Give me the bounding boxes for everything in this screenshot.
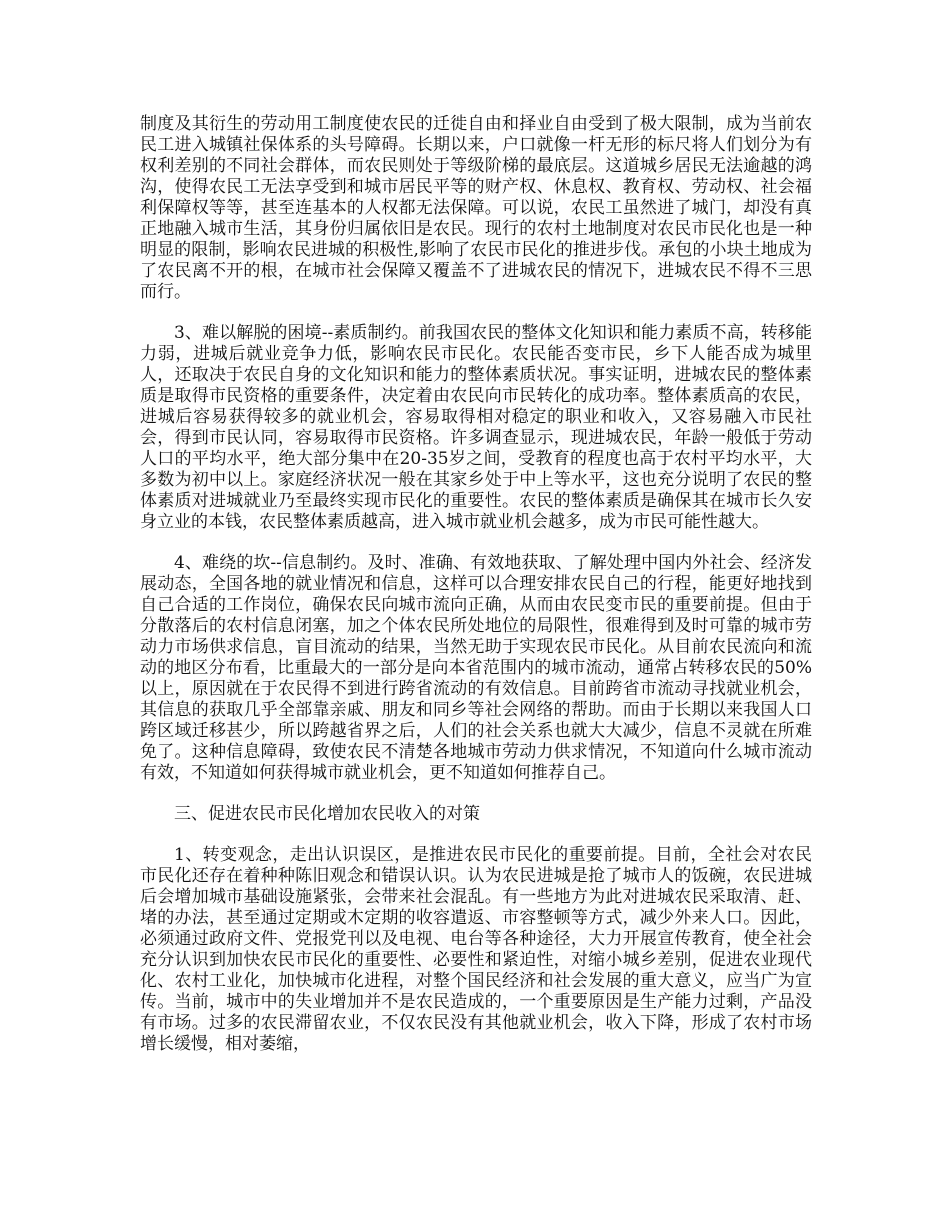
section-heading-countermeasures: 三、促进农民市民化增加农民收入的对策 — [174, 804, 480, 824]
paragraph-information-constraint: 4、难绕的坎--信息制约。及时、准确、有效地获取、了解处理中国内外社会、经济发展动态，全国各地的就业情况和信息，这样可以合理安排农民自己的行程，能更好地找到自己合适的工作岗位，确保农民向城市流向正确，从而由农民变市民的重要前提。但由于分散落后的农村信息闭塞，加之个体农民所处地位的局限性，很难得到及时可靠的城市劳动力市场供求信息，盲目流动的结果，当然无助于实现农民市民化。从目前农民流向和流动的地区分布看，比重最大的一部分是向本省范围内的城市流动，通常占转移农民的50%以上，原因就在于农民得不到进行跨省流动的有效信息。目前跨省市流动寻找就业机会，其信息的获取几乎全部靠亲戚、朋友和同乡等社会网络的帮助。而由于长期以来我国人口跨区域迁移甚少，所以跨越省界之后，人们的社会关系也就大大减少，信息不灵就在所难免了。这种信息障碍，致使农民不清楚各地城市劳动力供求情况，不知道向什么城市流动有效，不知道如何获得城市就业机会，更不知道如何推荐自己。 — [140, 553, 812, 783]
paragraph-household-registration: 制度及其衍生的劳动用工制度使农民的迁徙自由和择业自由受到了极大限制，成为当前农民工进入城镇社保体系的头号障碍。长期以来，户口就像一杆无形的标尺将人们划分为有权利差别的不同社会群体，而农民则处于等级阶梯的最底层。这道城乡居民无法逾越的鸿沟，使得农民工无法享受到和城市居民平等的财产权、休息权、教育权、劳动权、社会福利保障权等等，甚至连基本的人权都无法保障。可以说，农民工虽然进了城门，却没有真正地融入城市生活，其身份归属依旧是农民。现行的农村土地制度对农民市民化也是一种明显的限制，影响农民进城的积极性,影响了农民市民化的推进步伐。承包的小块土地成为了农民离不开的根，在城市社会保障又覆盖不了进城农民的情况下，进城农民不得不三思而行。 — [140, 114, 812, 302]
document-page — [140, 114, 812, 1075]
paragraph-quality-constraint: 3、难以解脱的困境--素质制约。前我国农民的整体文化知识和能力素质不高，转移能力弱，进城后就业竞争力低，影响农民市民化。农民能否变市民，乡下人能否成为城里人，还取决于农民自身的文化知识和能力的整体素质状况。事实证明，进城农民的整体素质是取得市民资格的重要条件，决定着由农民向市民转化的成功率。整体素质高的农民，进城后容易获得较多的就业机会，容易取得相对稳定的职业和收入，又容易融入市民社会，得到市民认同，容易取得市民资格。许多调查显示，现进城农民，年龄一般低于劳动人口的平均水平，绝大部分集中在20-35岁之间，受教育的程度也高于农村平均水平，大多数为初中以上。家庭经济状况一般在其家乡处于中上等水平，这也充分说明了农民的整体素质对进城就业乃至最终实现市民化的重要性。农民的整体素质是确保其在城市长久安身立业的本钱，农民整体素质越高，进入城市就业机会越多，成为市民可能性越大。 — [140, 323, 812, 532]
paragraph-change-concepts: 1、转变观念，走出认识误区，是推进农民市民化的重要前提。目前，全社会对农民市民化还存在着种种陈旧观念和错误认识。认为农民进城是抢了城市人的饭碗，农民进城后会增加城市基础设施紧张，会带来社会混乱。有一些地方为此对进城农民采取清、赶、堵的办法，甚至通过定期或木定期的收容遣返、市容整顿等方式，减少外来人口。因此，必须通过政府文件、党报党刊以及电视、电台等各种途径，大力开展宣传教育，使全社会充分认识到加快农民市民化的重要性、必要性和紧迫性，对缩小城乡差别，促进农业现代化、农村工业化，加快城市化进程，对整个国民经济和社会发展的重大意义，应当广为宣传。当前，城市中的失业增加并不是农民造成的，一个重要原因是生产能力过剩，产品没有市场。过多的农民滞留农业，不仅农民没有其他就业机会，收入下降，形成了农村市场增长缓慢，相对萎缩， — [140, 845, 812, 1054]
